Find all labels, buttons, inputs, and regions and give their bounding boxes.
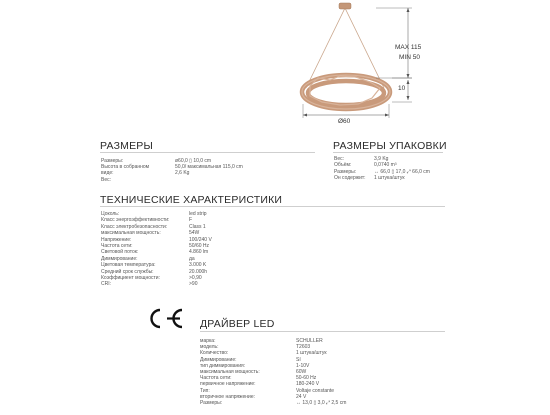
row-value: led strip [189, 211, 207, 217]
row-label: Размеры: [101, 158, 124, 164]
table-row [101, 223, 206, 230]
table-row [101, 268, 208, 275]
row-value: ø60,0 ▯ 10,0 cm [175, 158, 212, 164]
diameter-label: Ø60 [338, 118, 351, 125]
row-value: 20.000h [189, 268, 208, 275]
row-label: марка: [200, 338, 216, 344]
table-row [334, 174, 405, 181]
row-label: виде: [101, 170, 114, 177]
table-row [101, 255, 195, 262]
table-row [334, 156, 389, 162]
driver-title: ДРАЙВЕР LED [200, 318, 275, 330]
row-label: тип диммирования: [200, 362, 246, 369]
table-row [101, 281, 198, 288]
row-value: ↔ 66,0 ▯ 17,0 ⤢ 66,0 cm [374, 168, 430, 175]
row-label: Класс энергоэффективности: [101, 217, 170, 224]
table-row [101, 211, 207, 217]
min-height-label: MIN 50 [399, 54, 420, 61]
table-row [200, 350, 327, 357]
row-value: T2603 [296, 344, 311, 351]
table-row [101, 230, 200, 237]
row-label: Вес: [334, 156, 345, 162]
row-label: Тип: [200, 387, 210, 394]
row-label: Высота в собранном [101, 164, 150, 171]
row-value: ↔ 13,0 ▯ 3,0 ⤢ 2,5 cm [296, 400, 347, 406]
tech-divider [100, 206, 445, 207]
row-label: Диммирование: [101, 255, 138, 262]
table-row [101, 236, 212, 243]
row-value: 50/60 Hz [189, 243, 210, 249]
row-value: 0,0740 m³ [374, 162, 397, 169]
row-label: Коэффициент мощности: [101, 275, 160, 281]
row-label: Вес: [101, 176, 112, 183]
row-value: 1-10V [296, 362, 310, 369]
row-label: максимальная мощность: [200, 369, 260, 375]
table-row [200, 400, 347, 406]
table-row [101, 170, 190, 177]
table-row [200, 344, 311, 351]
table-row [101, 249, 209, 256]
row-value: SCHULLER [296, 338, 323, 344]
tech-title: ТЕХНИЧЕСКИЕ ХАРАКТЕРИСТИКИ [100, 194, 283, 206]
row-value: Voltaje constante [296, 387, 335, 394]
row-value: >0,90 [189, 275, 202, 281]
row-label: вторичное напряжение: [200, 393, 255, 400]
row-value: 1 штука/штук [374, 174, 405, 181]
row-label: Класс электробезопасности: [101, 223, 168, 230]
table-row [200, 393, 307, 400]
row-value: 2,6 Kg [175, 170, 190, 177]
row-value: F [189, 217, 193, 224]
row-value: да [189, 255, 195, 262]
row-value: 3.000 K [189, 262, 207, 269]
row-value: Class 1 [189, 223, 206, 230]
row-label: Размеры: [200, 400, 223, 406]
table-row [200, 381, 320, 388]
row-label: Частота сети: [101, 243, 133, 249]
row-label: Он содержит: [334, 174, 366, 181]
row-value: 3,9 Kg [374, 156, 389, 162]
table-row [200, 369, 307, 375]
package-divider [333, 152, 443, 153]
table-row [200, 362, 310, 369]
row-label: Диммирование: [200, 356, 237, 363]
row-value: 100/240 V [189, 236, 212, 243]
driver-divider [200, 331, 445, 332]
row-label: Размеры: [334, 168, 357, 175]
row-value: 50,0/ максимальная 115,0 cm [175, 164, 243, 171]
table-row [101, 262, 207, 269]
row-label: максимальная мощность: [101, 230, 161, 237]
table-row [200, 356, 301, 363]
table-row [101, 275, 202, 281]
row-label: Средний срок службы: [101, 268, 154, 275]
row-label: Напряжение: [101, 236, 132, 243]
dimensions-title: РАЗМЕРЫ [100, 140, 153, 152]
row-value: 60W [296, 369, 307, 375]
table-row [101, 158, 212, 164]
table-row [101, 164, 243, 171]
row-value: >90 [189, 281, 198, 288]
row-label: Количество: [200, 350, 229, 357]
max-height-label: MAX 115 [395, 44, 422, 51]
row-label: модель: [200, 344, 219, 351]
row-label: Световой поток: [101, 249, 139, 256]
table-row [101, 217, 193, 224]
row-value: 24 V [296, 393, 307, 400]
row-label: Объём: [334, 162, 352, 169]
table-row [200, 375, 317, 382]
dimensions-divider [100, 152, 315, 153]
row-value: 50-60 Hz [296, 375, 317, 382]
row-label: CRI: [101, 281, 111, 288]
table-row [101, 177, 111, 183]
row-label: первичное напряжение: [200, 381, 256, 388]
table-row [334, 168, 430, 175]
lamp-height-label: 10 [398, 85, 406, 92]
row-value: 54W [189, 230, 200, 237]
table-row [200, 387, 335, 394]
row-label: Частота сети: [200, 375, 232, 382]
row-value: 4.860 lm [189, 249, 209, 256]
table-row [200, 338, 323, 344]
row-value: 1 штука/штук [296, 350, 327, 357]
package-title: РАЗМЕРЫ УПАКОВКИ [333, 140, 447, 152]
row-label: Цветовая температура: [101, 262, 156, 269]
table-row [334, 162, 397, 169]
row-value: 180-240 V [296, 381, 320, 388]
row-label: Цоколь: [101, 211, 120, 217]
row-value: Sí [296, 356, 301, 363]
